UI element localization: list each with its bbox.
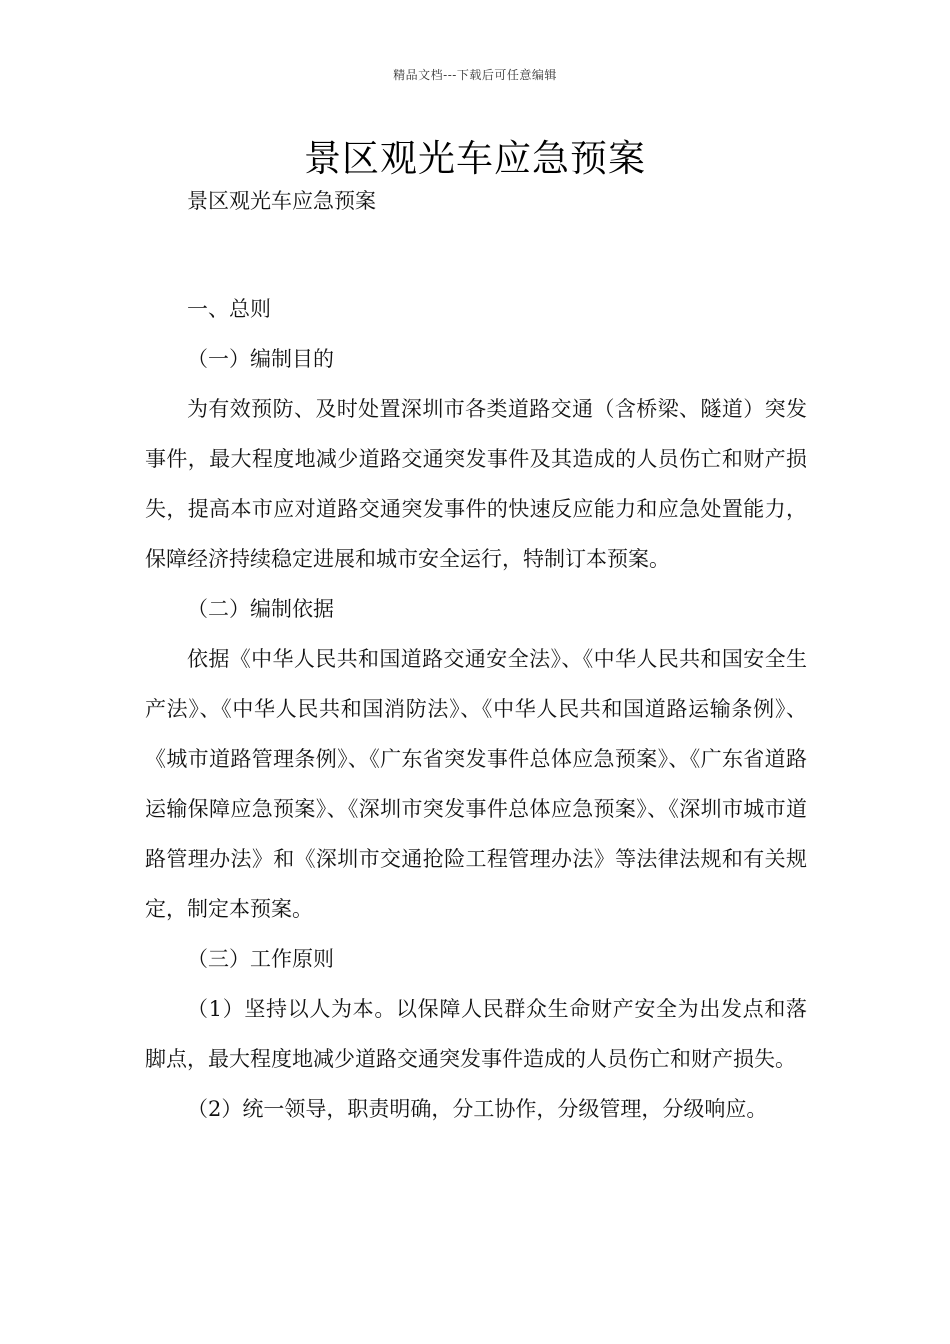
section-heading-general: 一、总则 (187, 297, 271, 321)
document-body (145, 184, 807, 1134)
paragraph-purpose: 为有效预防、及时处置深圳市各类道路交通（含桥梁、隧道）突发事件，最大程度地减少道路交通突发事件及其造成的人员伤亡和财产损失，提高本市应对道路交通突发事件的快速反应能力和应急处置能力，保障经济持续稳定进展和城市安全运行，特制订本预案。 (145, 397, 807, 571)
paragraph-basis: 依据《中华人民共和国道路交通安全法》、《中华人民共和国安全生产法》、《中华人民共和国消防法》、《中华人民共和国道路运输条例》、《城市道路管理条例》、《广东省突发事件总体应急预案》、《广东省道路运输保障应急预案》、《深圳市突发事件总体应急预案》、《深圳市城市道路管理办法》和《深圳市交通抢险工程管理办法》等法律法规和有关规定，制定本预案。 (145, 647, 807, 921)
document-title: 景区观光车应急预案 (304, 137, 646, 180)
paragraph-principle-2: （2）统一领导，职责明确，分工协作，分级管理，分级响应。 (187, 1097, 768, 1121)
subsection-heading-purpose: （一）编制目的 (187, 347, 334, 371)
paragraph-principle-1: （1）坚持以人为本。以保障人民群众生命财产安全为出发点和落脚点，最大程度地减少道路交通突发事件造成的人员伤亡和财产损失。 (145, 997, 807, 1071)
subsection-heading-basis: （二）编制依据 (187, 597, 334, 621)
subsection-heading-principles: （三）工作原则 (187, 947, 334, 971)
spacer (145, 218, 807, 284)
document-subtitle: 景区观光车应急预案 (187, 189, 376, 213)
page-header: 精品文档---下载后可任意编辑 (393, 68, 557, 82)
